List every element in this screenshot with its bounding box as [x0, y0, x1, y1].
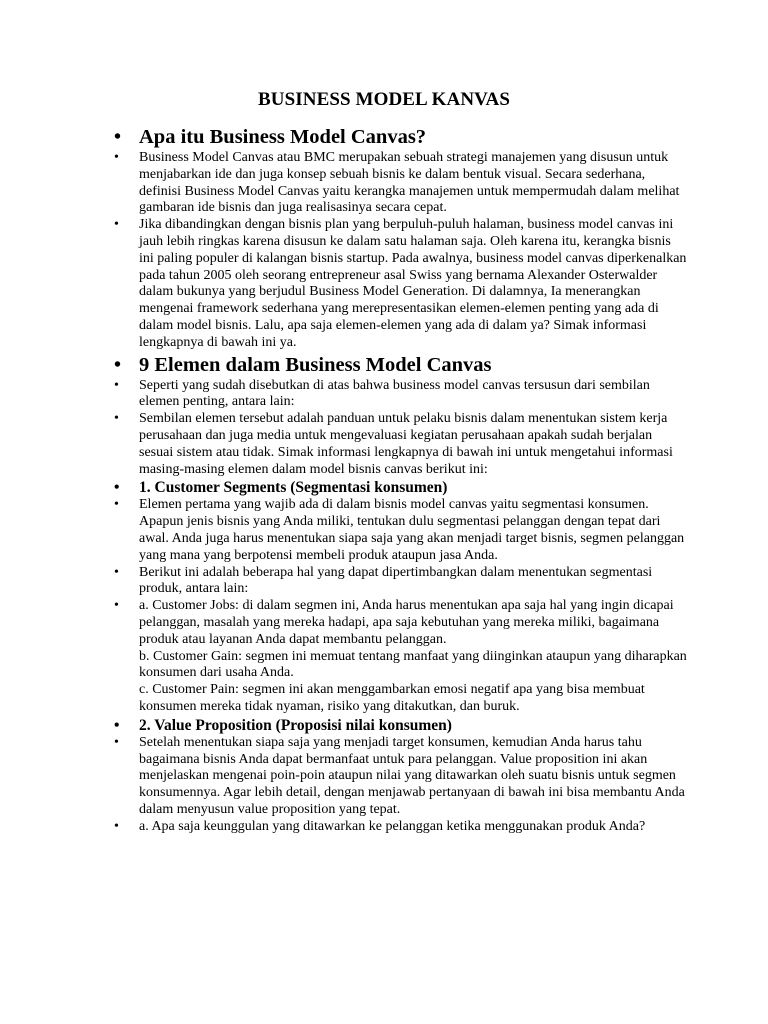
bullet-paragraph	[0, 735, 768, 819]
paragraph-text: • Apa itu Business Model Canvas?	[139, 126, 427, 148]
document-title: BUSINESS MODEL KANVAS	[258, 89, 510, 110]
paragraph-text: • Business Model Canvas atau BMC merupakan sebuah strategi manajemen yang disusun untuk menjabarkan ide dan juga konsep sebuah bisnis ke dalam bentuk visual. Secara sederhana, definisi Business Model Canvas yaitu kerangka manajemen untuk mempermudah dalam melihat gambaran ide bisnis dan juga realisasinya secara cepat.	[139, 150, 680, 216]
subsection-heading	[0, 478, 768, 497]
subsection-heading	[0, 716, 768, 735]
paragraph-text: • Seperti yang sudah disebutkan di atas bahwa business model canvas tersusun dari sembilan elemen penting, antara lain:	[139, 377, 650, 410]
bullet-paragraph	[0, 411, 768, 478]
paragraph-text: • a. Apa saja keunggulan yang ditawarkan ke pelanggan ketika menggunakan produk Anda?	[139, 818, 646, 834]
paragraph-text: c. Customer Pain: segmen ini akan menggambarkan emosi negatif apa yang bisa membuat konsumen mereka tidak nyaman, risiko yang ditakutkan, dan buruk.	[139, 682, 645, 714]
paragraph-text: • Jika dibandingkan dengan bisnis plan yang berpuluh-puluh halaman, business model canvas ini jauh lebih ringkas karena disusun ke dalam satu halaman saja. Oleh karena itu, kerangka bisnis ini paling populer di kalangan bisnis startup. Pada awalnya, business model canvas diperkenalkan pada tahun 2005 oleh seorang entrepreneur asal Swiss yang bernama Alexander Osterwalder dalam bukunya yang berjudul Business Model Generation. Di dalamnya, Ia menerangkan mengenai framework sederhana yang merepresentasikan elemen-elemen penting yang ada di dalam model bisnis. Lalu, apa saja elemen-elemen yang ada di dalam ya? Simak informasi lengkapnya di bawah ini ya.	[139, 217, 687, 350]
bullet-paragraph	[0, 497, 768, 564]
paragraph-text: • Setelah menentukan siapa saja yang menjadi target konsumen, kemudian Anda harus tahu bagaimana bisnis Anda dapat bermanfaat untuk para pelanggan. Value proposition ini akan menjelaskan mengenai poin-poin ataupun nilai yang ditawarkan oleh suatu bisnis untuk segmen konsumennya. Agar lebih detail, dengan menjawab pertanyaan di bawah ini bisa membantu Anda dalam menyusun value proposition yang tepat.	[139, 734, 685, 817]
paragraph-text: • Berikut ini adalah beberapa hal yang dapat dipertimbangkan dalam menentukan segmentasi produk, antara lain:	[139, 564, 653, 597]
content-list	[0, 124, 768, 835]
bullet-paragraph	[0, 565, 768, 599]
section-heading	[0, 124, 768, 150]
paragraph-text: b. Customer Gain: segmen ini memuat tentang manfaat yang diinginkan ataupun yang diharapkan konsumen dari usaha Anda.	[139, 648, 687, 681]
paragraph-text: • Elemen pertama yang wajib ada di dalam bisnis model canvas yaitu segmentasi konsumen. Apapun jenis bisnis yang Anda miliki, tentukan dulu segmentasi pelanggan dengan tepat dari awal. Anda juga harus menentukan siapa saja yang akan menjadi target bisnis, segmen pelanggan yang mana yang berpotensi membeli produk ataupun jasa Anda.	[139, 497, 685, 563]
section-heading	[0, 352, 768, 378]
paragraph-text: • 2. Value Proposition (Proposisi nilai konsumen)	[139, 716, 452, 734]
bullet-paragraph	[0, 598, 768, 716]
bullet-paragraph	[0, 819, 768, 836]
paragraph-text: • Sembilan elemen tersebut adalah panduan untuk pelaku bisnis dalam menentukan sistem kerja perusahaan dan juga media untuk mengevaluasi kegiatan perusahaan apakah sudah berjalan sesuai sistem atau tidak. Simak informasi lengkapnya di bawah ini untuk mengetahui informasi masing-masing elemen dalam model bisnis canvas berikut ini:	[139, 411, 673, 477]
bullet-paragraph	[0, 150, 768, 217]
paragraph-text: • a. Customer Jobs: di dalam segmen ini, Anda harus menentukan apa saja hal yang ingin dicapai pelanggan, masalah yang mereka hadapi, apa saja kebutuhan yang mereka miliki, bagaimana produk atau layanan Anda dapat membantu pelanggan.	[139, 598, 674, 647]
paragraph-text: • 9 Elemen dalam Business Model Canvas	[139, 353, 492, 376]
paragraph-text: • 1. Customer Segments (Segmentasi konsumen)	[139, 479, 448, 497]
bullet-paragraph	[0, 217, 768, 351]
bullet-paragraph	[0, 378, 768, 412]
